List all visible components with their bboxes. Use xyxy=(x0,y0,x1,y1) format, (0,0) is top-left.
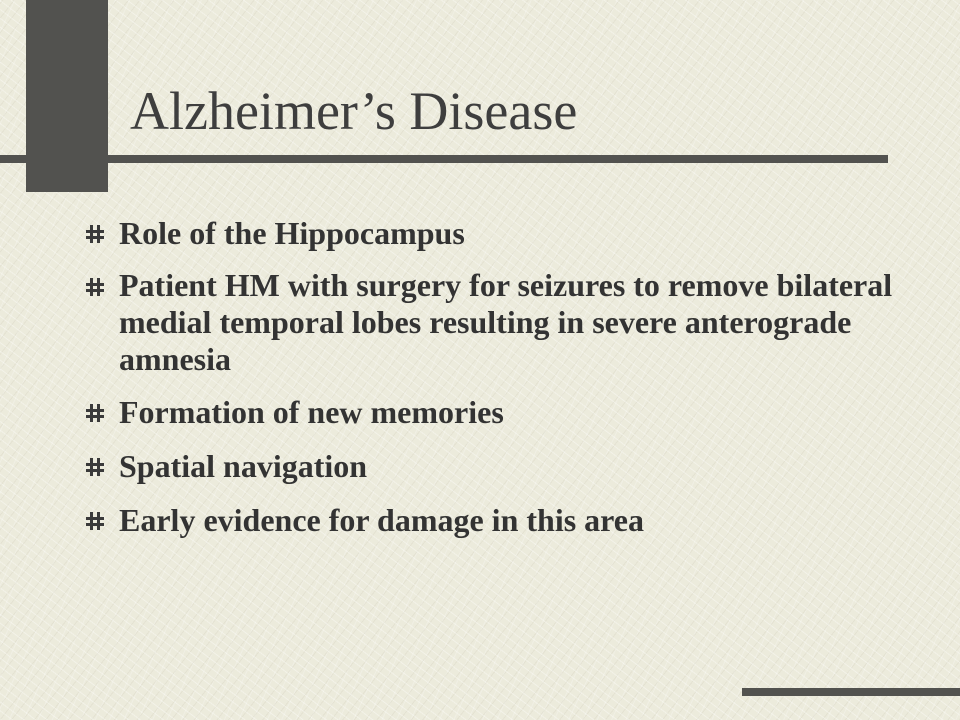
hash-bullet-icon xyxy=(86,458,104,476)
bullet-text: Formation of new memories xyxy=(119,394,504,430)
bullet-text: Patient HM with surgery for seizures to remove bilateral medial temporal lobes resulting in severe anterograde amnesia xyxy=(119,267,893,377)
bullet-list xyxy=(86,213,946,554)
hash-bullet-icon xyxy=(86,404,104,422)
bullet-item xyxy=(86,213,946,253)
slide-title: Alzheimer’s Disease xyxy=(130,81,578,141)
bullet-item xyxy=(86,267,946,378)
bottom-rule xyxy=(742,688,960,696)
hash-bullet-icon xyxy=(86,225,104,243)
hash-bullet-icon xyxy=(86,512,104,530)
hash-bullet-icon xyxy=(86,278,104,296)
bullet-item xyxy=(86,500,946,540)
bullet-text: Spatial navigation xyxy=(119,448,368,484)
bullet-text: Early evidence for damage in this area xyxy=(119,502,644,538)
decorative-side-block xyxy=(26,0,108,192)
bullet-text: Role of the Hippocampus xyxy=(119,215,465,251)
bullet-item xyxy=(86,446,946,486)
bullet-item xyxy=(86,392,946,432)
title-rule xyxy=(0,155,888,163)
